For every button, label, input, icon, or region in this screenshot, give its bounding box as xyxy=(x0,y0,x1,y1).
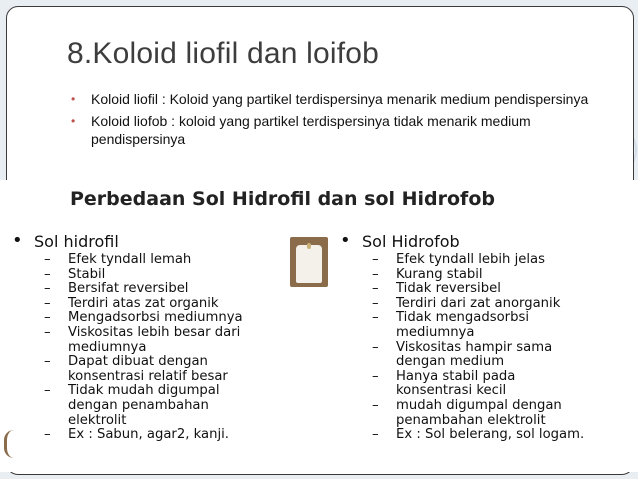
dash-icon: – xyxy=(372,427,379,443)
dash-icon: – xyxy=(44,295,51,311)
property-item xyxy=(338,399,628,428)
property-item xyxy=(338,428,628,443)
property-item xyxy=(338,282,628,297)
property-text: Viskositas hampir sama xyxy=(396,339,553,355)
property-text: penambahan elektrolit xyxy=(396,412,546,428)
property-text: Dapat dibuat dengan xyxy=(68,354,208,370)
bullet-text: Koloid liofob : koloid yang partikel terdispersinya tidak menarik medium pendispersinya xyxy=(91,113,531,147)
bullet-list xyxy=(69,90,609,152)
comparison-image xyxy=(0,180,638,472)
property-text: konsentrasi relatif besar xyxy=(68,368,228,384)
dash-icon: – xyxy=(372,310,379,326)
property-text: Efek tyndall lemah xyxy=(68,252,192,267)
bullet-text: Koloid liofil : Koloid yang partikel terdispersinya menarik medium pendispersinya xyxy=(91,91,589,107)
property-text: Efek tyndall lebih jelas xyxy=(396,252,545,267)
property-item xyxy=(10,282,310,297)
property-text: mudah digumpal dengan xyxy=(396,397,562,413)
property-item xyxy=(338,311,628,340)
property-text: Stabil xyxy=(68,266,106,282)
property-item xyxy=(10,428,310,443)
dash-icon: – xyxy=(372,339,379,355)
bullet-dot-icon: • xyxy=(340,230,351,251)
dash-icon: – xyxy=(372,252,379,267)
property-item xyxy=(10,355,310,384)
property-item xyxy=(338,341,628,370)
dash-icon: – xyxy=(372,295,379,311)
property-item xyxy=(10,311,310,326)
property-text: Tidak mudah digumpal xyxy=(68,383,220,399)
bullet-item xyxy=(69,90,609,108)
column-title: • Sol hidrofil xyxy=(12,230,119,251)
dash-icon: – xyxy=(372,368,379,384)
bullet-dot-icon: • xyxy=(71,92,76,106)
property-item xyxy=(338,253,628,268)
dash-icon: – xyxy=(44,427,51,443)
dash-icon: – xyxy=(372,397,379,413)
dash-icon: – xyxy=(372,281,379,297)
property-item xyxy=(338,268,628,283)
sol-hidrofil-column xyxy=(10,232,310,443)
dash-icon: – xyxy=(44,354,51,370)
slide-title: 8.Koloid liofil dan loifob xyxy=(67,37,380,70)
property-item xyxy=(10,384,310,428)
column-title: • Sol Hidrofob xyxy=(340,230,460,251)
property-list xyxy=(338,253,628,443)
decorative-arc xyxy=(4,430,17,458)
property-text: Kurang stabil xyxy=(396,266,483,282)
property-item xyxy=(10,253,310,268)
property-text: dengan medium xyxy=(396,354,505,370)
property-text: Viskositas lebih besar dari xyxy=(68,324,241,340)
dash-icon: – xyxy=(372,266,379,282)
property-text: dengan penambahan xyxy=(68,397,209,413)
candle-jar-image xyxy=(290,237,328,287)
property-text: mediumnya xyxy=(68,339,147,355)
property-text: Ex : Sabun, agar2, kanji. xyxy=(68,427,229,443)
dash-icon: – xyxy=(44,383,51,399)
bullet-dot-icon: • xyxy=(12,230,23,251)
property-text: Tidak reversibel xyxy=(396,281,501,297)
property-text: Ex : Sol belerang, sol logam. xyxy=(396,427,585,443)
comparison-heading: Perbedaan Sol Hidrofil dan sol Hidrofob xyxy=(70,188,495,210)
property-text: mediumnya xyxy=(396,324,475,340)
property-text: Terdiri dari zat anorganik xyxy=(396,295,561,311)
property-item xyxy=(10,268,310,283)
dash-icon: – xyxy=(44,310,51,326)
sol-hidrofob-column xyxy=(338,232,628,443)
property-item xyxy=(338,297,628,312)
property-item xyxy=(338,370,628,399)
property-text: Mengadsorbsi mediumnya xyxy=(68,310,243,326)
property-text: Bersifat reversibel xyxy=(68,281,189,297)
property-text: Terdiri atas zat organik xyxy=(68,295,219,311)
property-text: elektrolit xyxy=(68,412,127,428)
property-text: Hanya stabil pada xyxy=(396,368,516,384)
property-list xyxy=(10,253,310,443)
bullet-dot-icon: • xyxy=(71,114,76,128)
property-item xyxy=(10,326,310,355)
dash-icon: – xyxy=(44,324,51,340)
property-text: Tidak mengadsorbsi xyxy=(396,310,530,326)
bullet-item xyxy=(69,112,609,148)
property-item xyxy=(10,297,310,312)
dash-icon: – xyxy=(44,252,51,267)
dash-icon: – xyxy=(44,266,51,282)
property-text: konsentrasi kecil xyxy=(396,383,507,399)
dash-icon: – xyxy=(44,281,51,297)
